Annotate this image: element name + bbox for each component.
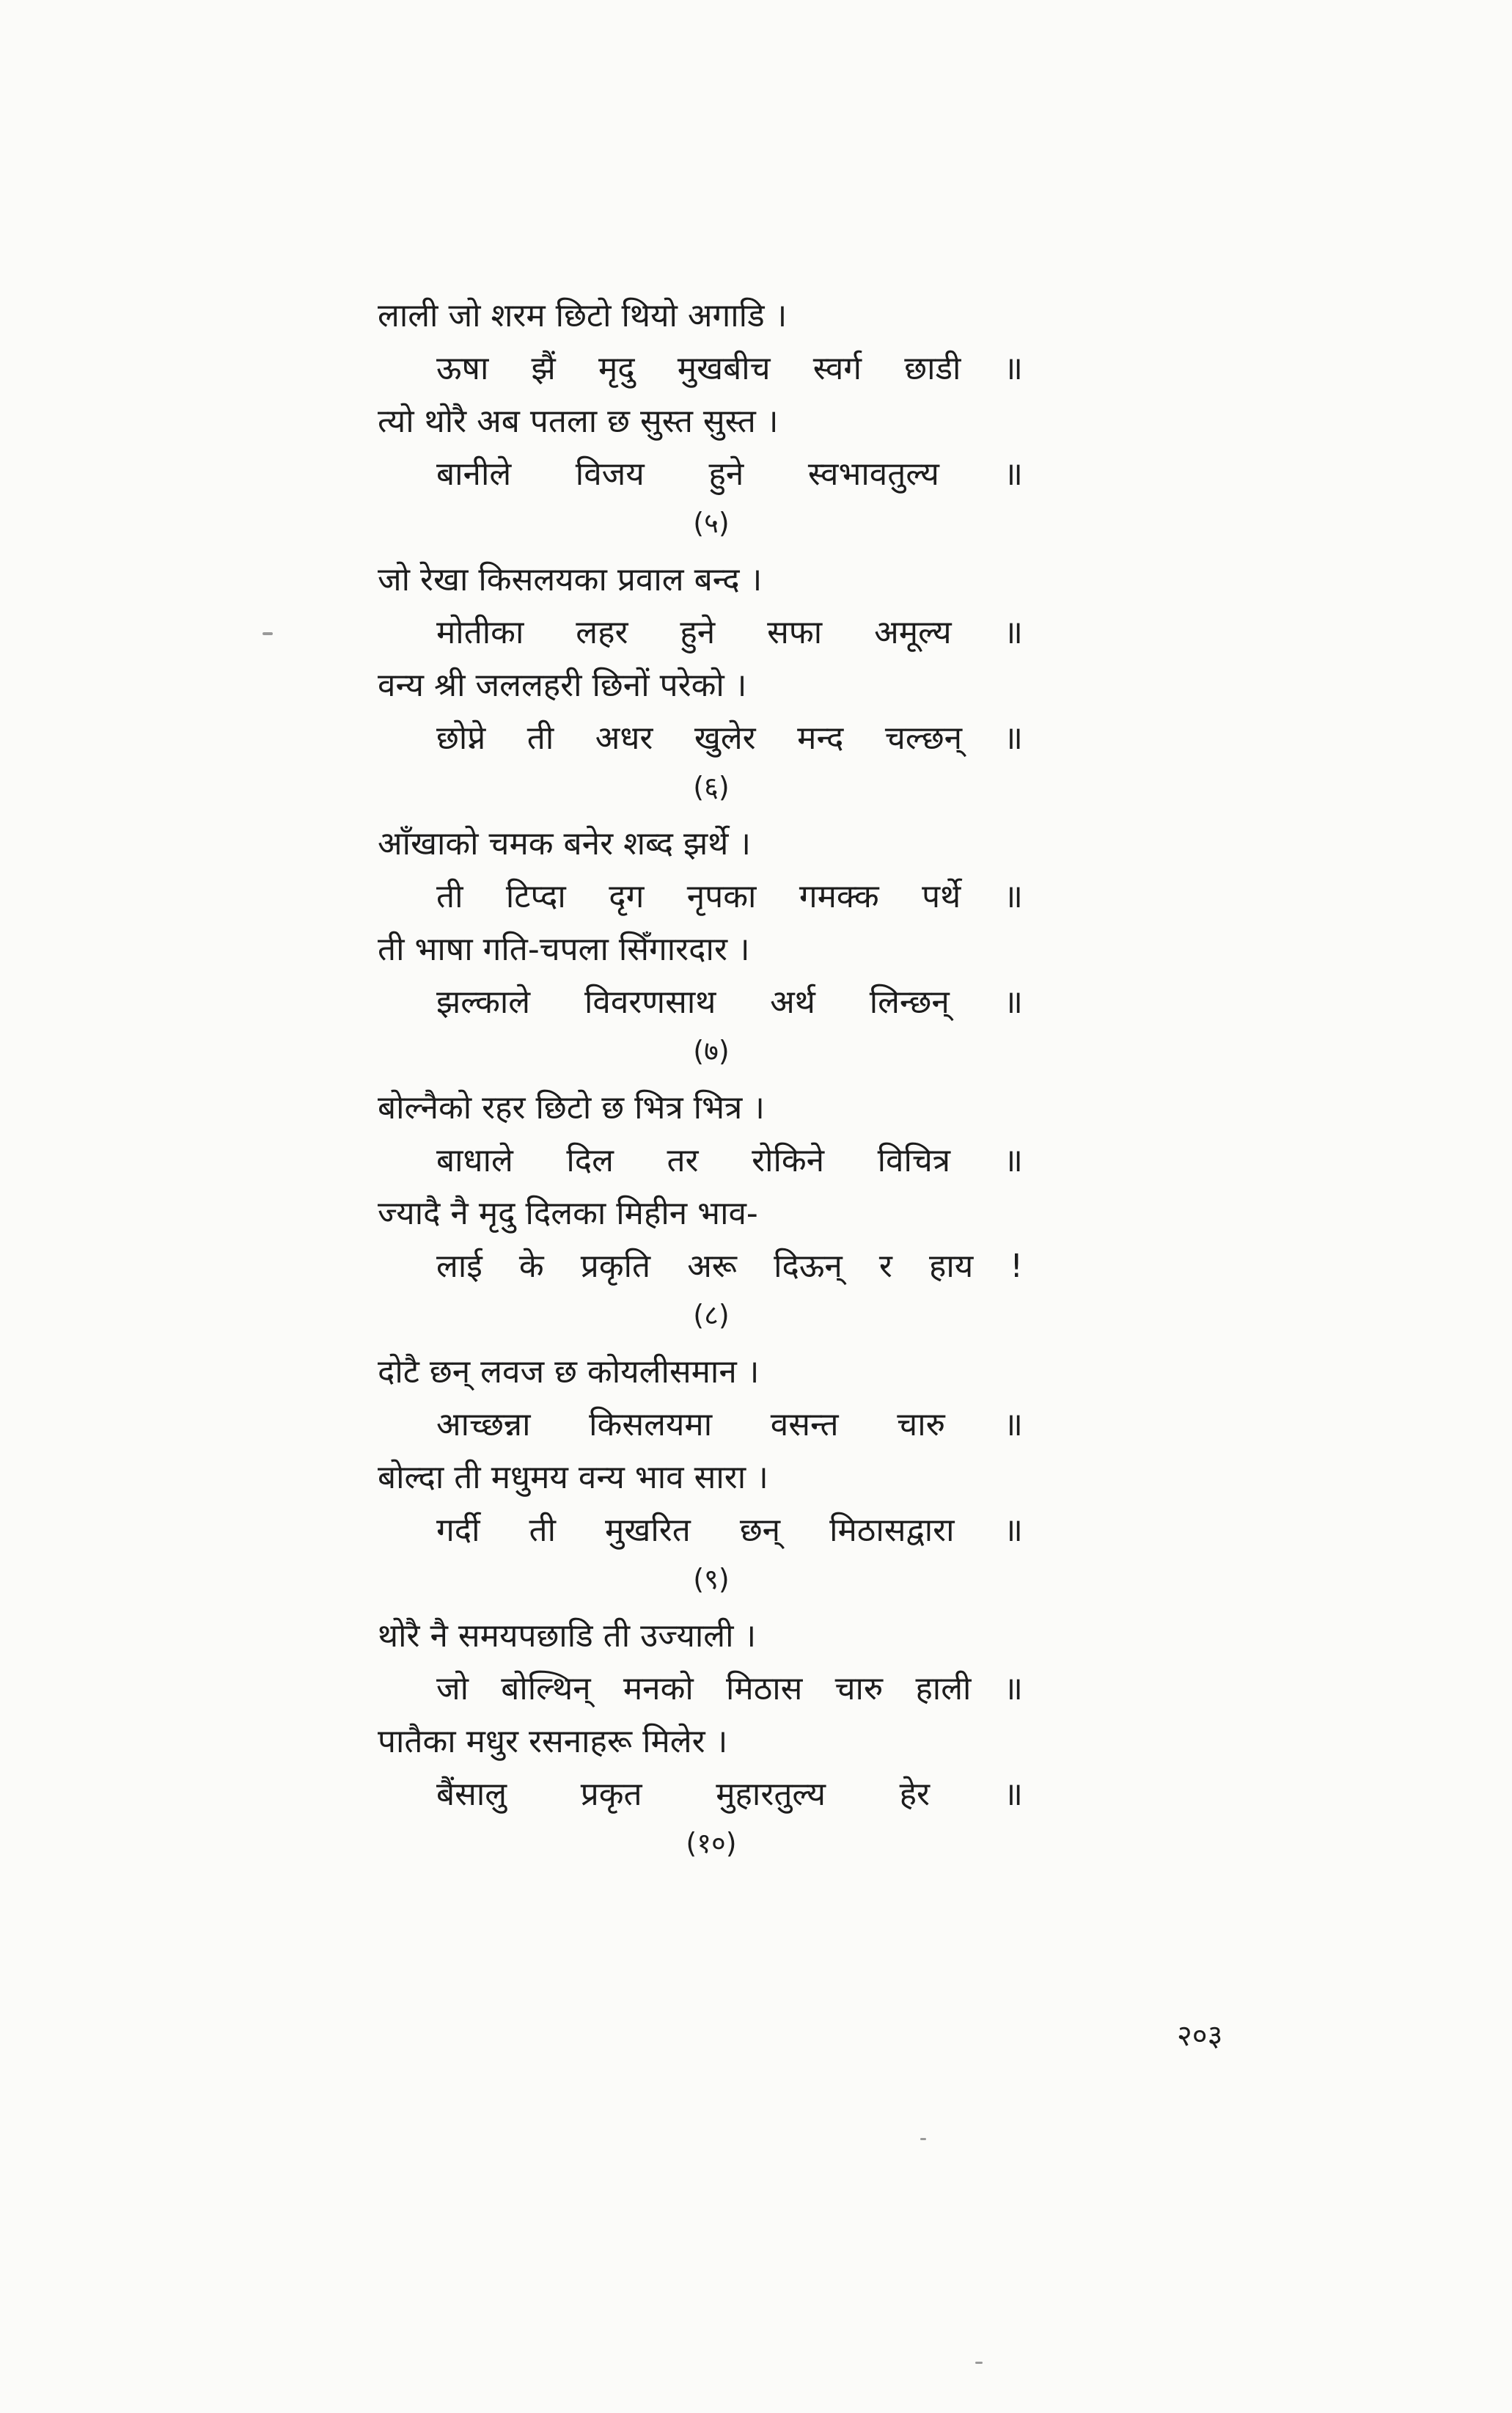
verse-line: जो रेखा किसलयका प्रवाल बन्द । — [378, 561, 763, 598]
verse-word: ती — [526, 719, 554, 757]
verse-line — [378, 1399, 1023, 1451]
stanza — [378, 290, 1023, 545]
verse-word: हुने — [680, 614, 716, 651]
verse-word: अर्थ — [770, 984, 815, 1021]
verse-word: मुहारतुल्य — [716, 1776, 826, 1813]
verse-word: बानीले — [436, 455, 512, 493]
verse-word: ॥ — [1003, 614, 1023, 651]
verse-line: दोटै छन् लवज छ कोयलीसमान । — [378, 1353, 760, 1391]
stanza — [378, 1082, 1023, 1337]
verse-word: हुने — [708, 455, 744, 493]
verse-line — [378, 1663, 1023, 1716]
verse-line — [378, 871, 1023, 923]
verse-word: स्वर्ग — [812, 350, 862, 387]
verse-word: ॥ — [1003, 1776, 1023, 1813]
verse-word: हाय — [928, 1248, 974, 1285]
verse-word: मिठासद्वारा — [829, 1512, 955, 1549]
scan-speck — [920, 2138, 926, 2140]
stanza-number: (१०) — [686, 1827, 737, 1859]
verse-word: जो — [436, 1670, 469, 1707]
verse-word: पर्थे — [922, 878, 961, 915]
verse-word: गमक्क — [799, 878, 879, 915]
verse-word: लाई — [436, 1248, 482, 1285]
verse-word: मृदु — [598, 350, 635, 387]
verse-word: ॥ — [1003, 1512, 1023, 1549]
verse-word: छोप्ने — [436, 719, 486, 757]
verse-line — [378, 976, 1023, 1029]
verse-word: दृग — [609, 878, 645, 915]
verse-word: विचित्र — [877, 1142, 951, 1179]
verse-word: मिठास — [725, 1670, 803, 1707]
verse-word: छन् — [739, 1512, 781, 1549]
verse-word: मनको — [623, 1670, 694, 1707]
verse-word: अरू — [687, 1248, 737, 1285]
verse-word: चारु — [897, 1406, 945, 1443]
verse-line — [378, 343, 1023, 395]
page-number: २०३ — [1177, 2019, 1223, 2053]
stanza — [378, 554, 1023, 809]
stanza-number: (५) — [693, 507, 730, 539]
verse-line — [378, 1135, 1023, 1187]
verse-word: गर्दी — [436, 1512, 480, 1549]
stanza-number: (६) — [693, 771, 730, 803]
verse-word: झल्काले — [436, 984, 531, 1021]
verse-word: बाधाले — [436, 1142, 513, 1179]
verse-word: हेर — [899, 1776, 931, 1813]
verse-line — [378, 607, 1023, 659]
verse-word: ऊषा — [436, 350, 489, 387]
verse-line — [378, 1504, 1023, 1557]
verse-word: ॥ — [1003, 1142, 1023, 1179]
verse-line — [378, 1768, 1023, 1821]
verse-word: दिल — [566, 1142, 614, 1179]
verse-word: सफा — [767, 614, 823, 651]
verse-line — [378, 448, 1023, 501]
verse-word: टिप्दा — [505, 878, 566, 915]
verse-line: आँखाको चमक बनेर शब्द झर्थे । — [378, 825, 752, 863]
verse-word: ॥ — [1003, 878, 1023, 915]
verse-line: बोल्दा ती मधुमय वन्य भाव सारा । — [378, 1459, 768, 1496]
stanza-number: (७) — [693, 1035, 730, 1067]
verse-word: ! — [1010, 1248, 1023, 1285]
verse-line: ज्यादै नै मृदु दिलका मिहीन भाव- — [378, 1195, 758, 1232]
scan-speck — [975, 2362, 983, 2364]
verse-word: ती — [436, 878, 463, 915]
verse-line: त्यो थोरै अब पतला छ सुस्त सुस्त । — [378, 403, 779, 440]
verse-word: ॥ — [1003, 1406, 1023, 1443]
verse-word: छाडी — [904, 350, 961, 387]
verse-word: ती — [529, 1512, 557, 1549]
verse-line: बोल्नैको रहर छिटो छ भित्र भित्र । — [378, 1089, 765, 1127]
stanza — [378, 1610, 1023, 1865]
verse-word: ॥ — [1003, 1670, 1023, 1707]
stanza — [378, 818, 1023, 1073]
verse-word: ॥ — [1003, 984, 1023, 1021]
verse-word: झैं — [531, 350, 556, 387]
verse-word: मुखबीच — [677, 350, 771, 387]
stanza-number: (८) — [693, 1299, 730, 1331]
verse-line: पातैका मधुर रसनाहरू मिलेर । — [378, 1723, 728, 1760]
verse-word: अधर — [595, 719, 653, 757]
verse-line — [378, 712, 1023, 765]
verse-word: के — [518, 1248, 544, 1285]
verse-word: हाली — [915, 1670, 972, 1707]
verse-word: अमूल्य — [874, 614, 952, 651]
verse-word: किसलयमा — [589, 1406, 713, 1443]
verse-word: तर — [667, 1142, 699, 1179]
stanza — [378, 1346, 1023, 1601]
verse-word: मोतीका — [436, 614, 524, 651]
verse-line — [378, 1240, 1023, 1293]
poem — [378, 290, 1023, 1874]
verse-line: वन्य श्री जललहरी छिनों परेको । — [378, 667, 747, 704]
verse-word: मुखरित — [605, 1512, 691, 1549]
verse-word: बैंसालु — [436, 1776, 507, 1813]
verse-word: ॥ — [1003, 350, 1023, 387]
stanza-number: (९) — [693, 1563, 730, 1595]
verse-word: वसन्त — [770, 1406, 839, 1443]
verse-word: खुलेर — [694, 719, 756, 757]
verse-word: स्वभावतुल्य — [807, 455, 939, 493]
verse-word: बोल्थिन् — [501, 1670, 591, 1707]
verse-word: दिऊन् — [774, 1248, 843, 1285]
scan-speck — [263, 632, 273, 635]
verse-line: थोरै नै समयपछाडि ती उज्याली । — [378, 1617, 757, 1655]
verse-word: चल्छन् — [884, 719, 963, 757]
verse-word: मन्द — [797, 719, 844, 757]
verse-word: ॥ — [1003, 719, 1023, 757]
verse-word: चारु — [834, 1670, 884, 1707]
verse-word: विजय — [575, 455, 645, 493]
verse-line: ती भाषा गति-चपला सिँगारदार । — [378, 931, 750, 968]
verse-word: रोकिने — [752, 1142, 825, 1179]
verse-word: आच्छन्ना — [436, 1406, 531, 1443]
verse-word: लिन्छन् — [869, 984, 950, 1021]
verse-word: विवरणसाथ — [584, 984, 716, 1021]
verse-word: प्रकृति — [580, 1248, 651, 1285]
verse-word: ॥ — [1003, 455, 1023, 493]
verse-word: प्रकृत — [580, 1776, 642, 1813]
verse-word: नृपका — [686, 878, 757, 915]
verse-word: लहर — [576, 614, 628, 651]
verse-line: लाली जो शरम छिटो थियो अगाडि । — [378, 297, 788, 334]
verse-word: र — [878, 1248, 892, 1285]
